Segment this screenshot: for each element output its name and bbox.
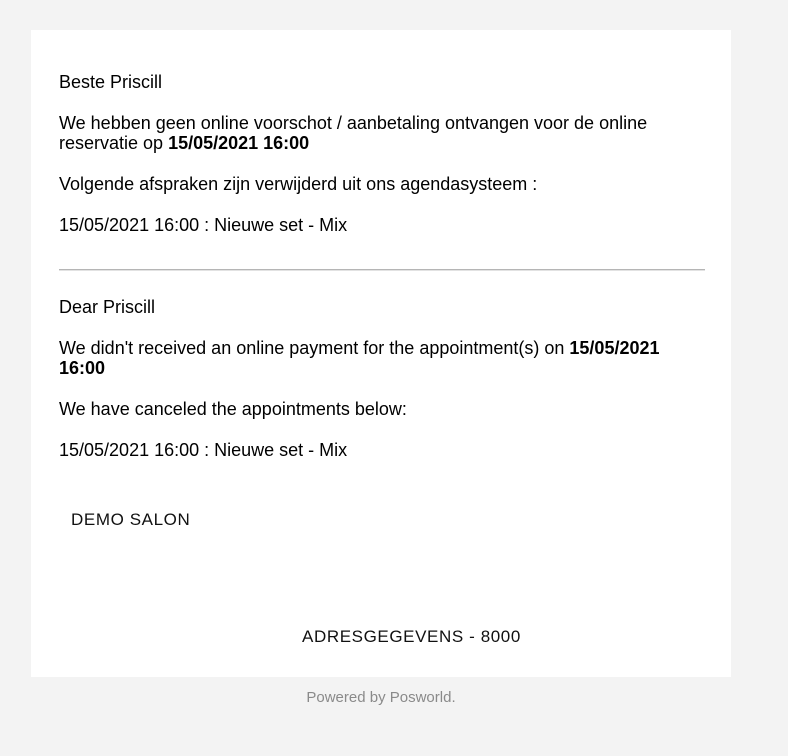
salon-address: ADRESGEGEVENS - 8000 (302, 627, 521, 646)
dutch-message-text: We hebben geen online voorschot / aanbetaling ontvangen voor de online reservatie op (59, 113, 648, 153)
english-message-text: We didn't received an online payment for the appointment(s) on (59, 338, 570, 358)
powered-by-footer: Powered by Posworld. (306, 689, 456, 706)
language-divider (59, 269, 705, 271)
dutch-message-datetime: 15/05/2021 16:00 (168, 133, 310, 153)
email-body (59, 72, 705, 481)
dutch-appointment-item: 15/05/2021 16:00 : Nieuwe set - Mix (59, 215, 348, 235)
english-greeting: Dear Priscill (59, 297, 156, 317)
dutch-greeting: Beste Priscill (59, 72, 163, 92)
english-appointment-item: 15/05/2021 16:00 : Nieuwe set - Mix (59, 440, 348, 460)
english-canceled-intro: We have canceled the appointments below: (59, 399, 407, 419)
english-message-datetime: 15/05/2021 16:00 (59, 338, 660, 378)
dutch-message (59, 113, 705, 153)
dutch-removed-intro: Volgende afspraken zijn verwijderd uit ons agendasysteem : (59, 174, 538, 194)
email-card (31, 30, 731, 677)
english-message (59, 338, 705, 378)
salon-name: DEMO SALON (71, 510, 191, 529)
